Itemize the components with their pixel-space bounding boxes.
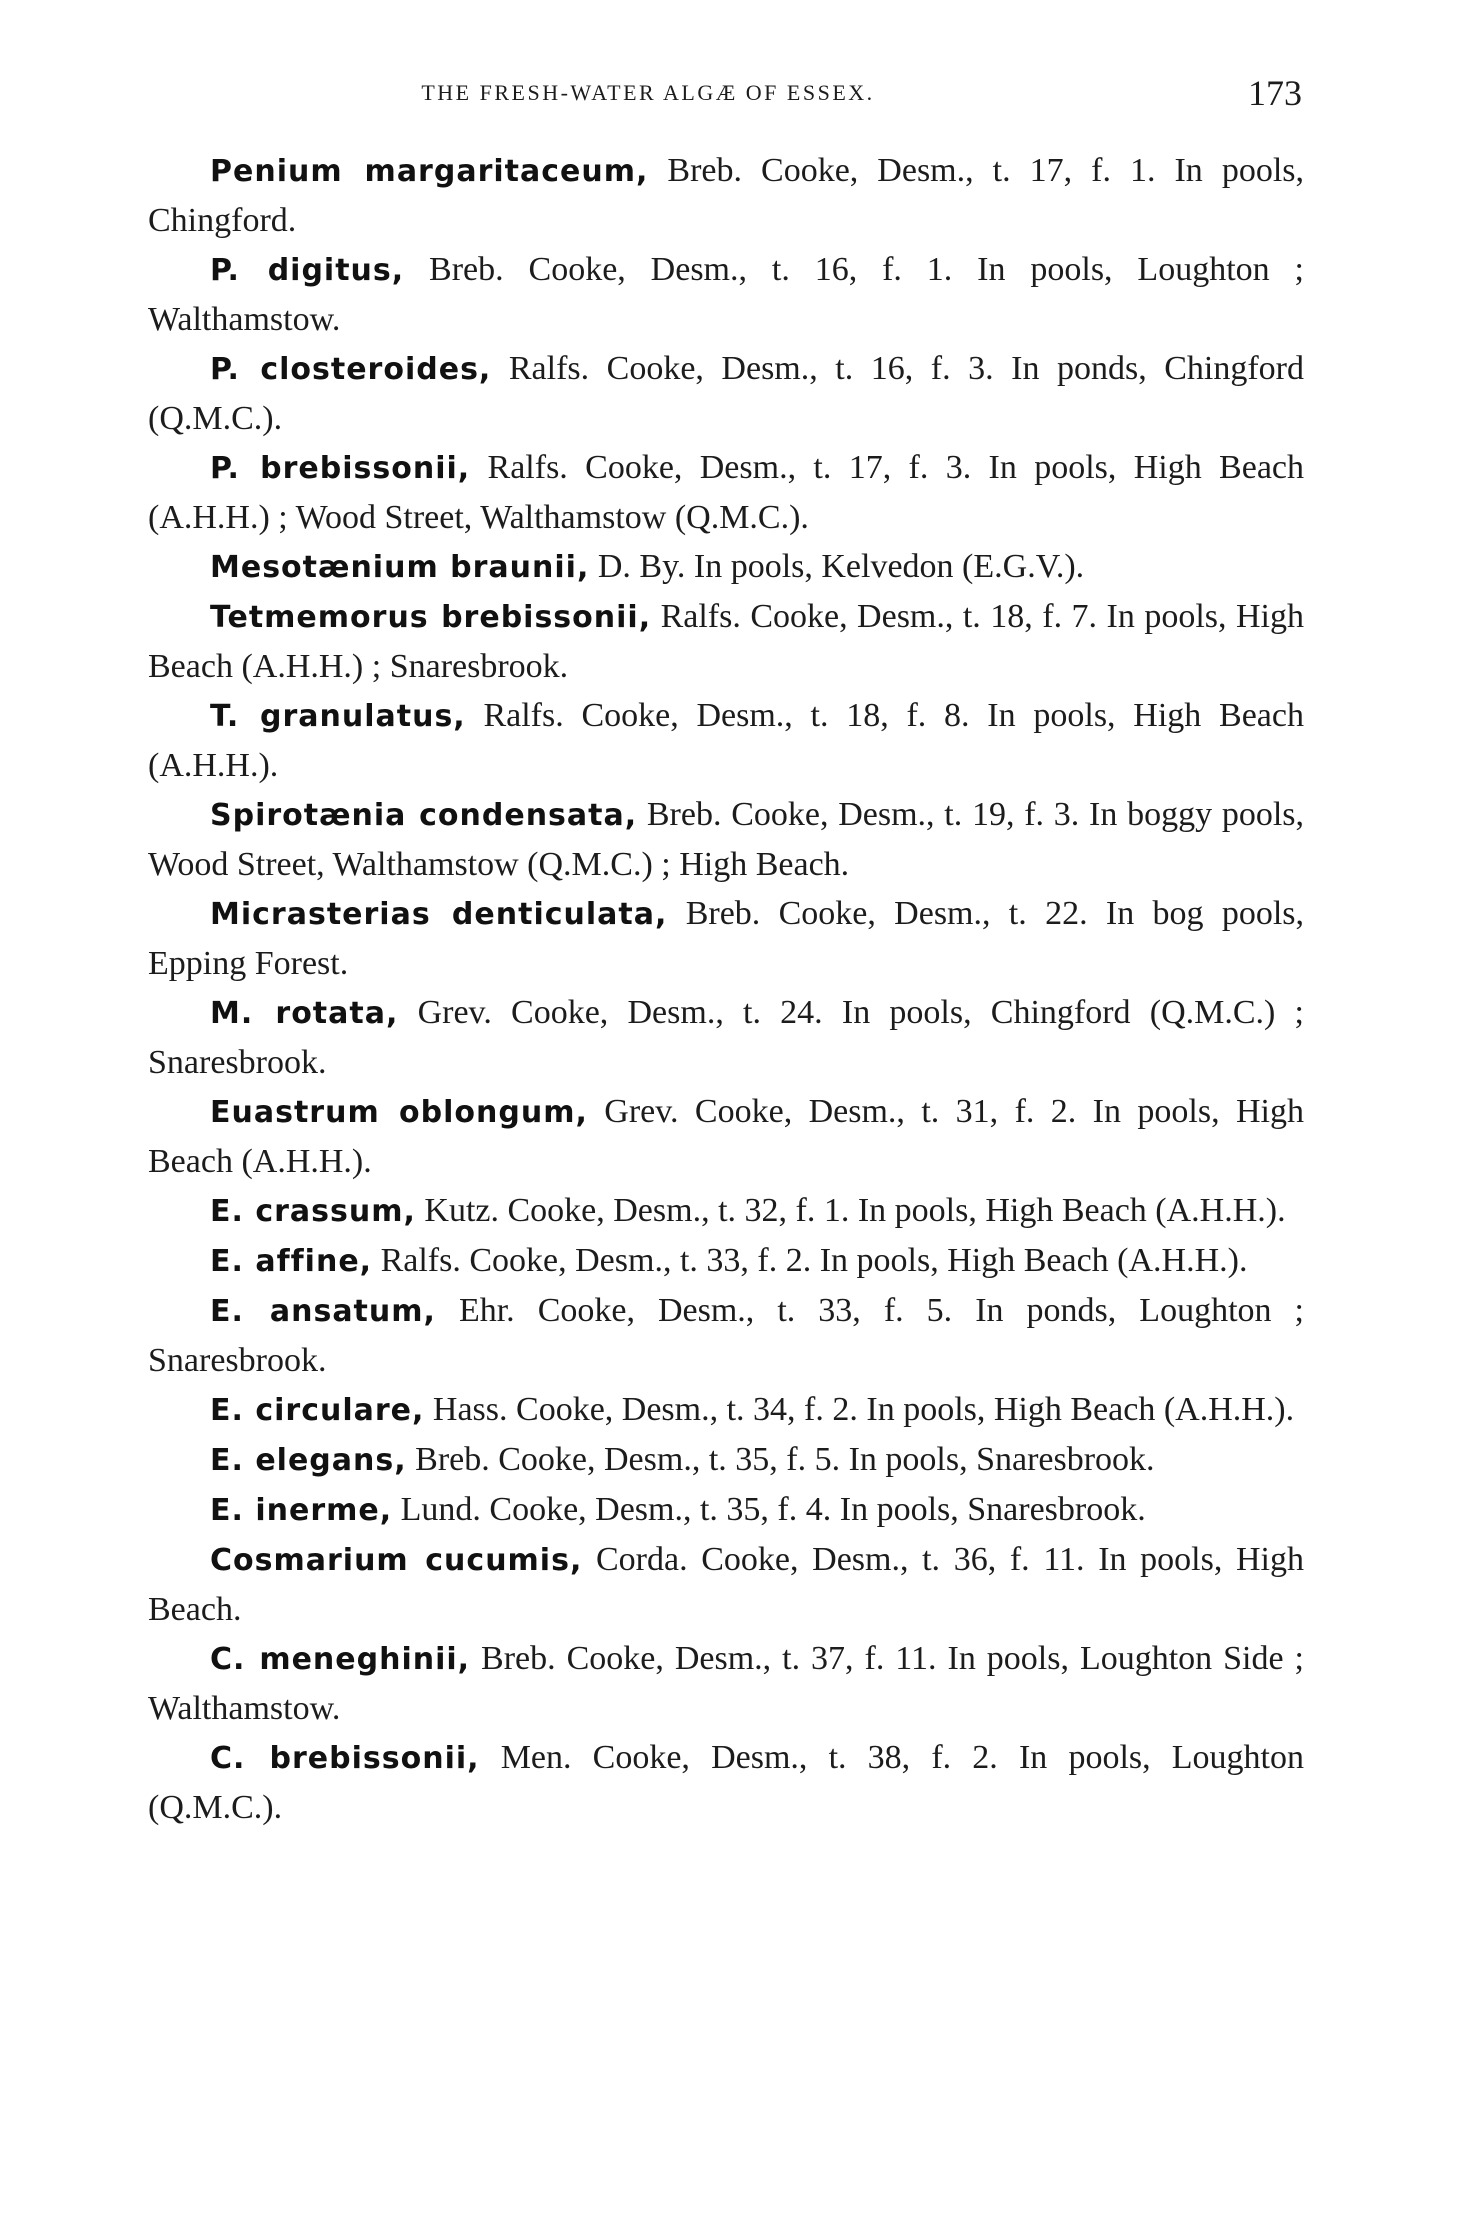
species-entry [148, 245, 1304, 344]
species-entry [148, 1385, 1304, 1435]
species-entry [148, 1485, 1304, 1535]
species-entry [148, 542, 1304, 592]
species-entry [148, 592, 1304, 691]
species-entry [148, 988, 1304, 1087]
species-name: P. digitus, [210, 253, 405, 288]
page-number: 173 [1248, 73, 1302, 113]
species-name: Cosmarium cucumis, [210, 1543, 583, 1578]
running-head [0, 72, 1476, 112]
species-entry [148, 344, 1304, 443]
species-details: Ralfs. Cooke, Desm., t. 18, f. 8. In pools, High Beach (A.H.H.). [148, 697, 1304, 784]
species-name: E. crassum, [210, 1194, 416, 1229]
species-details: Breb. Cooke, Desm., t. 37, f. 11. In pools, Loughton Side ; Walthamstow. [148, 1640, 1304, 1727]
species-name: Penium margaritaceum, [210, 154, 649, 189]
species-details: Hass. Cooke, Desm., t. 34, f. 2. In pools, High Beach (A.H.H.). [424, 1391, 1295, 1428]
species-name: E. ansatum, [210, 1294, 436, 1329]
species-entry [148, 1286, 1304, 1385]
species-details: Ralfs. Cooke, Desm., t. 18, f. 7. In pools, High Beach (A.H.H.) ; Snaresbrook. [148, 598, 1304, 685]
species-name: Euastrum oblongum, [210, 1095, 588, 1130]
species-details: Ehr. Cooke, Desm., t. 33, f. 5. In ponds, Loughton ; Snaresbrook. [148, 1292, 1304, 1379]
species-details: Grev. Cooke, Desm., t. 24. In pools, Chingford (Q.M.C.) ; Snaresbrook. [148, 994, 1304, 1081]
species-entry [148, 1186, 1304, 1236]
species-name: Spirotænia condensata, [210, 798, 638, 833]
species-entry [148, 1236, 1304, 1286]
species-details: Lund. Cooke, Desm., t. 35, f. 4. In pools, Snaresbrook. [392, 1491, 1146, 1528]
species-details: Kutz. Cooke, Desm., t. 32, f. 1. In pools, High Beach (A.H.H.). [415, 1192, 1286, 1229]
species-details: Ralfs. Cooke, Desm., t. 17, f. 3. In pools, High Beach (A.H.H.) ; Wood Street, Walthamstow (Q.M.C.). [148, 449, 1305, 536]
species-entry [148, 443, 1304, 542]
species-entry [148, 1535, 1304, 1634]
species-entry [148, 1435, 1304, 1485]
running-title: THE FRESH-WATER ALGÆ OF ESSEX. [421, 80, 875, 105]
species-name: E. affine, [210, 1244, 373, 1279]
species-details: Ralfs. Cooke, Desm., t. 16, f. 3. In ponds, Chingford (Q.M.C.). [148, 350, 1304, 437]
species-details: Breb. Cooke, Desm., t. 35, f. 5. In pools, Snaresbrook. [406, 1441, 1155, 1478]
species-details: D. By. In pools, Kelvedon (E.G.V.). [589, 548, 1085, 585]
species-details: Grev. Cooke, Desm., t. 31, f. 2. In pools, High Beach (A.H.H.). [148, 1093, 1304, 1180]
species-details: Men. Cooke, Desm., t. 38, f. 2. In pools, Loughton (Q.M.C.). [148, 1739, 1304, 1826]
species-name: E. circulare, [210, 1393, 425, 1428]
species-name: Micrasterias denticulata, [210, 897, 668, 932]
species-entry [148, 1087, 1304, 1186]
species-entry [148, 691, 1304, 790]
species-details: Breb. Cooke, Desm., t. 22. In bog pools, Epping Forest. [148, 895, 1304, 982]
species-name: P. closteroides, [210, 352, 492, 387]
species-name: C. meneghinii, [210, 1642, 471, 1677]
species-details: Breb. Cooke, Desm., t. 17, f. 1. In pools, Chingford. [148, 152, 1304, 239]
species-name: P. brebissonii, [210, 451, 471, 486]
species-entry [148, 1733, 1304, 1832]
species-name: M. rotata, [210, 996, 399, 1031]
species-details: Ralfs. Cooke, Desm., t. 33, f. 2. In pools, High Beach (A.H.H.). [372, 1242, 1248, 1279]
species-entry [148, 1634, 1304, 1733]
species-details: Breb. Cooke, Desm., t. 19, f. 3. In boggy pools, Wood Street, Walthamstow (Q.M.C.) ; High Beach. [148, 796, 1305, 883]
species-entry [148, 146, 1304, 245]
species-name: C. brebissonii, [210, 1741, 480, 1776]
species-entry [148, 790, 1304, 889]
species-entry [148, 889, 1304, 988]
species-name: Mesotænium braunii, [210, 550, 590, 585]
species-name: Tetmemorus brebissonii, [210, 600, 652, 635]
species-details: Corda. Cooke, Desm., t. 36, f. 11. In pools, High Beach. [148, 1541, 1304, 1628]
species-name: E. elegans, [210, 1443, 407, 1478]
species-details: Breb. Cooke, Desm., t. 16, f. 1. In pools, Loughton ; Walthamstow. [148, 251, 1304, 338]
species-name: E. inerme, [210, 1493, 393, 1528]
species-list [148, 146, 1304, 1832]
species-name: T. granulatus, [210, 699, 466, 734]
